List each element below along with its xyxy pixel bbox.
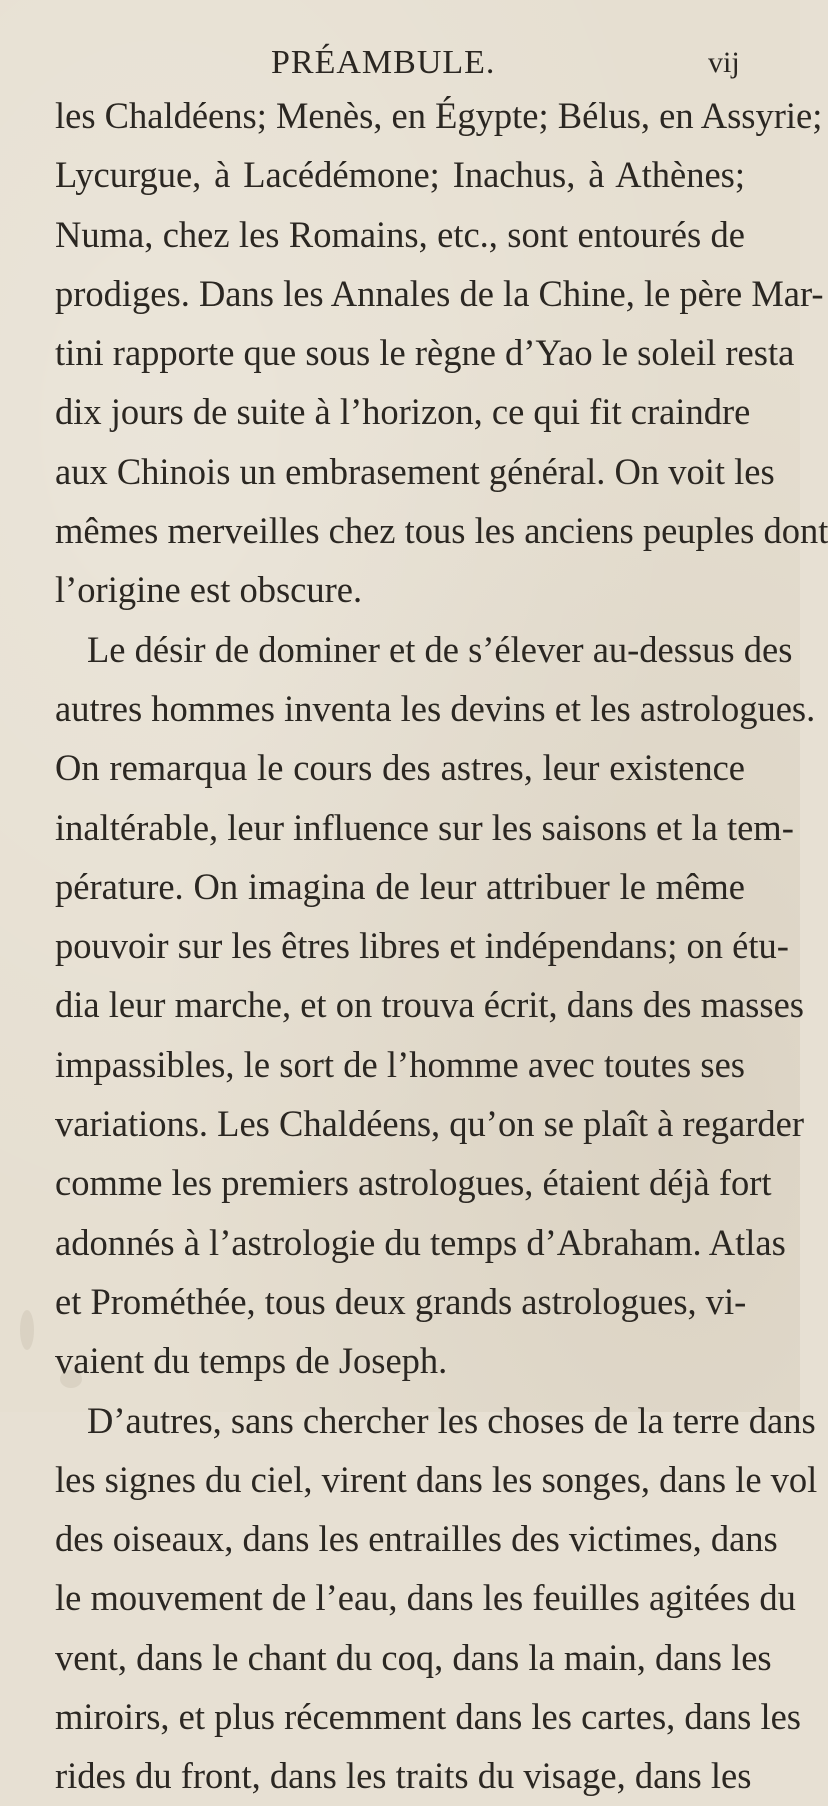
text-line: l’origine est obscure. (55, 569, 363, 611)
text-line: prodiges. Dans les Annales de la Chine, le père Mar- (55, 272, 824, 314)
text-line: rides du front, dans les traits du visage, dans les (55, 1755, 752, 1797)
paragraph-first-line: Le désir de dominer et de s’élever au-dessus des (87, 628, 793, 670)
text-line: des oiseaux, dans les entrailles des victimes, dans (55, 1518, 778, 1560)
text-line: pérature. On imagina de leur attribuer le même (55, 865, 745, 907)
text-line: dia leur marche, et on trouva écrit, dans des masses (55, 984, 804, 1026)
paper-stain (20, 1310, 34, 1350)
text-line: dix jours de suite à l’horizon, ce qui fit craindre (55, 391, 751, 433)
text-line: Lycurgue, à Lacédémone; Inachus, à Athènes; (55, 154, 745, 196)
page-number: vij (708, 46, 740, 79)
text-line: adonnés à l’astrologie du temps d’Abraham. Atlas (55, 1221, 786, 1263)
paragraph-first-line: D’autres, sans chercher les choses de la terre dans (87, 1399, 816, 1441)
text-line: On remarqua le cours des astres, leur existence (55, 747, 745, 789)
text-line: les signes du ciel, virent dans les songes, dans le vol (55, 1458, 818, 1500)
text-line: Numa, chez les Romains, etc., sont entourés de (55, 213, 745, 255)
text-line: miroirs, et plus récemment dans les cartes, dans les (55, 1696, 802, 1738)
text-line: pouvoir sur les êtres libres et indépendans; on étu- (55, 925, 789, 967)
text-line: comme les premiers astrologues, étaient déjà fort (55, 1162, 772, 1204)
body-text (55, 86, 828, 1806)
text-line: inaltérable, leur influence sur les saisons et la tem- (55, 806, 794, 848)
text-line: vaient du temps de Joseph. (55, 1340, 448, 1382)
text-line: aux Chinois un embrasement général. On voit les (55, 450, 775, 492)
text-line: impassibles, le sort de l’homme avec toutes ses (55, 1043, 745, 1085)
running-head: PRÉAMBULE. (271, 44, 496, 81)
text-line: tini rapporte que sous le règne d’Yao le soleil resta (55, 332, 795, 374)
text-line: autres hommes inventa les devins et les astrologues. (55, 687, 816, 729)
text-line: variations. Les Chaldéens, qu’on se plaît à regarder (55, 1103, 804, 1145)
text-line: le mouvement de l’eau, dans les feuilles agitées du (55, 1577, 796, 1619)
text-line: mêmes merveilles chez tous les anciens peuples dont (55, 510, 828, 552)
text-line: vent, dans le chant du coq, dans la main, dans les (55, 1636, 772, 1678)
text-line: les Chaldéens; Menès, en Égypte; Bélus, en Assyrie; (55, 95, 823, 136)
text-line: et Prométhée, tous deux grands astrologues, vi- (55, 1280, 747, 1322)
